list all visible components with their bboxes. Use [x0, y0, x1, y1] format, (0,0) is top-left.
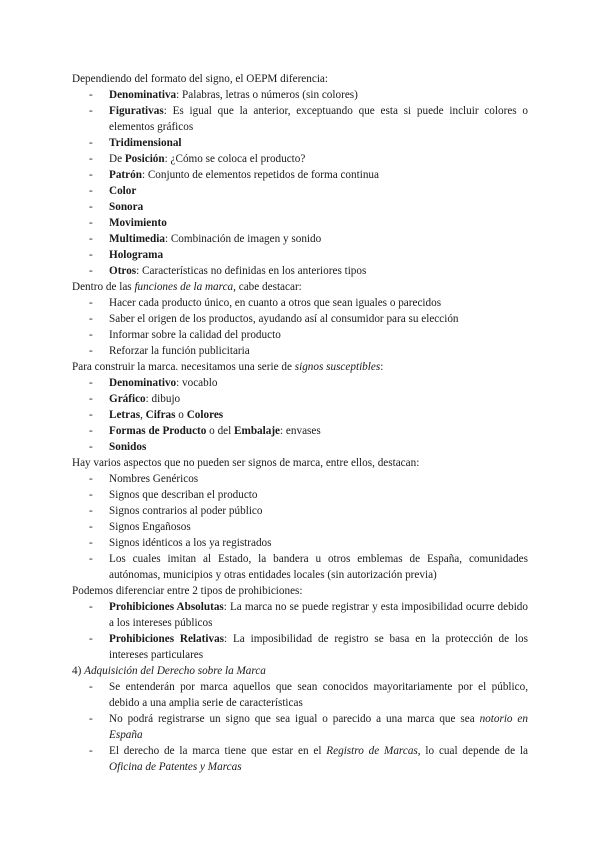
text-run: Para construir la marca. necesitamos una serie de	[72, 361, 295, 373]
list-item	[72, 407, 528, 423]
bullet-list	[72, 471, 528, 583]
bold-term: Embalaje	[234, 425, 281, 437]
bold-term: Figurativas	[109, 105, 164, 117]
dash-bullet: -	[89, 377, 93, 389]
dash-bullet: -	[89, 329, 93, 341]
text-run: Nombres Genéricos	[109, 473, 199, 485]
list-item	[72, 199, 528, 215]
bold-term: Formas de Producto	[109, 425, 207, 437]
dash-bullet: -	[89, 137, 93, 149]
bold-term: Multimedia	[109, 233, 165, 245]
dash-bullet: -	[89, 89, 93, 101]
list-item	[72, 551, 528, 583]
text-run: , lo cual depende de la	[417, 745, 529, 757]
text-run: : Características no definidas en los anteriores tipos	[136, 265, 367, 277]
text-run: De	[109, 153, 125, 165]
dash-bullet: -	[89, 601, 93, 613]
text-run: Los cuales imitan al Estado, la bandera u otros emblemas de España, comunidades autónomas, municipios y otras entidades locales (sin autorización previa)	[109, 553, 528, 581]
text-run: : La marca no se puede registrar y esta imposibilidad ocurre debido a los intereses públicos	[109, 601, 528, 629]
text-run: Dentro de las	[72, 281, 135, 293]
text-run: ,	[140, 409, 146, 421]
text-run: o del	[206, 425, 235, 437]
bold-term: Color	[109, 185, 137, 197]
bold-term: Patrón	[109, 169, 142, 181]
bold-term: Tridimensional	[109, 137, 182, 149]
list-item	[72, 167, 528, 183]
italic-term: Oficina de Patentes y Marcas	[109, 761, 242, 773]
bullet-list	[72, 295, 528, 359]
text-run: Hay varios aspectos que no pueden ser signos de marca, entre ellos, destacan:	[72, 457, 420, 469]
dash-bullet: -	[89, 713, 93, 725]
bold-term: Gráfico	[109, 393, 146, 405]
text-run: Saber el origen de los productos, ayudando así al consumidor para su elección	[109, 313, 459, 325]
dash-bullet: -	[89, 169, 93, 181]
list-item	[72, 503, 528, 519]
dash-bullet: -	[89, 473, 93, 485]
list-item	[72, 439, 528, 455]
dash-bullet: -	[89, 521, 93, 533]
text-run: : La imposibilidad de registro se basa en la protección de los intereses particulares	[109, 633, 528, 661]
bold-term: Otros	[109, 265, 137, 277]
dash-bullet: -	[89, 633, 93, 645]
bold-term: Denominativa	[109, 89, 177, 101]
dash-bullet: -	[89, 553, 93, 565]
list-item	[72, 151, 528, 167]
list-item	[72, 471, 528, 487]
text-run: : dibujo	[145, 393, 181, 405]
list-item	[72, 311, 528, 327]
list-item	[72, 711, 528, 743]
list-item	[72, 327, 528, 343]
text-run: Se entenderán por marca aquellos que sean conocidos mayoritariamente por el público, debido a una amplia serie de características	[109, 681, 528, 709]
dash-bullet: -	[89, 201, 93, 213]
section-intro	[72, 663, 528, 679]
list-item	[72, 135, 528, 151]
bold-term: Prohibiciones Relativas	[109, 633, 225, 645]
dash-bullet: -	[89, 185, 93, 197]
list-item	[72, 87, 528, 103]
dash-bullet: -	[89, 345, 93, 357]
bullet-list	[72, 87, 528, 279]
dash-bullet: -	[89, 425, 93, 437]
dash-bullet: -	[89, 489, 93, 501]
text-run: Informar sobre la calidad del producto	[109, 329, 281, 341]
list-item	[72, 679, 528, 711]
dash-bullet: -	[89, 249, 93, 261]
dash-bullet: -	[89, 297, 93, 309]
text-run: Dependiendo del formato del signo, el OEPM diferencia:	[72, 73, 328, 85]
bold-term: Colores	[186, 409, 224, 421]
section-intro	[72, 583, 528, 599]
list-item	[72, 183, 528, 199]
list-item	[72, 215, 528, 231]
list-item	[72, 231, 528, 247]
list-item	[72, 391, 528, 407]
document-page	[72, 71, 528, 775]
text-run: Signos que describan el producto	[109, 489, 258, 501]
list-item	[72, 263, 528, 279]
section-intro	[72, 279, 528, 295]
text-run: Podemos diferenciar entre 2 tipos de prohibiciones:	[72, 585, 303, 597]
list-item	[72, 295, 528, 311]
bold-term: Sonidos	[109, 441, 147, 453]
dash-bullet: -	[89, 505, 93, 517]
italic-term: signos susceptibles	[294, 361, 381, 373]
italic-term: funciones de la marca	[134, 281, 234, 293]
section-intro	[72, 71, 528, 87]
list-item	[72, 631, 528, 663]
text-run: :	[380, 361, 384, 373]
text-run: El derecho de la marca tiene que estar en el	[109, 745, 327, 757]
bullet-list	[72, 599, 528, 663]
dash-bullet: -	[89, 233, 93, 245]
text-run: Hacer cada producto único, en cuanto a otros que sean iguales o parecidos	[109, 297, 442, 309]
italic-term: Adquisición del Derecho sobre la Marca	[84, 665, 266, 677]
text-run: 4)	[72, 665, 85, 677]
bold-term: Denominativo	[109, 377, 177, 389]
text-run: : Conjunto de elementos repetidos de forma continua	[141, 169, 379, 181]
text-run: No podrá registrarse un signo que sea igual o parecido a una marca que sea	[109, 713, 480, 725]
dash-bullet: -	[89, 217, 93, 229]
text-run: Signos contrarios al poder público	[109, 505, 263, 517]
list-item	[72, 743, 528, 775]
text-run: : Es igual que la anterior, exceptuando que esta si puede incluir colores o elementos gráficos	[109, 105, 528, 133]
text-run: : Palabras, letras o números (sin colores)	[176, 89, 358, 101]
text-run: Reforzar la función publicitaria	[109, 345, 250, 357]
text-run: : envases	[280, 425, 321, 437]
bullet-list	[72, 375, 528, 455]
bold-term: Movimiento	[109, 217, 167, 229]
list-item	[72, 519, 528, 535]
dash-bullet: -	[89, 409, 93, 421]
italic-term: Registro de Marcas	[326, 745, 418, 757]
dash-bullet: -	[89, 313, 93, 325]
text-run: o	[175, 409, 187, 421]
section-intro	[72, 455, 528, 471]
dash-bullet: -	[89, 153, 93, 165]
list-item	[72, 599, 528, 631]
bold-term: Sonora	[109, 201, 144, 213]
list-item	[72, 487, 528, 503]
list-item	[72, 247, 528, 263]
bold-term: Prohibiciones Absolutas	[109, 601, 224, 613]
text-run: : vocablo	[176, 377, 218, 389]
dash-bullet: -	[89, 745, 93, 757]
bold-term: Letras	[109, 409, 141, 421]
list-item	[72, 103, 528, 135]
list-item	[72, 423, 528, 439]
bold-term: Cifras	[145, 409, 176, 421]
dash-bullet: -	[89, 265, 93, 277]
bullet-list	[72, 679, 528, 775]
dash-bullet: -	[89, 105, 93, 117]
dash-bullet: -	[89, 393, 93, 405]
italic-term: notorio en España	[109, 713, 528, 741]
list-item	[72, 535, 528, 551]
list-item	[72, 375, 528, 391]
bold-term: Posición	[124, 153, 165, 165]
text-run: : Combinación de imagen y sonido	[164, 233, 322, 245]
text-run: Signos Engañosos	[109, 521, 191, 533]
text-run: , cabe destacar:	[233, 281, 302, 293]
list-item	[72, 343, 528, 359]
dash-bullet: -	[89, 681, 93, 693]
dash-bullet: -	[89, 441, 93, 453]
bold-term: Holograma	[109, 249, 164, 261]
text-run: Signos idénticos a los ya registrados	[109, 537, 272, 549]
section-intro	[72, 359, 528, 375]
text-run: : ¿Cómo se coloca el producto?	[164, 153, 306, 165]
dash-bullet: -	[89, 537, 93, 549]
